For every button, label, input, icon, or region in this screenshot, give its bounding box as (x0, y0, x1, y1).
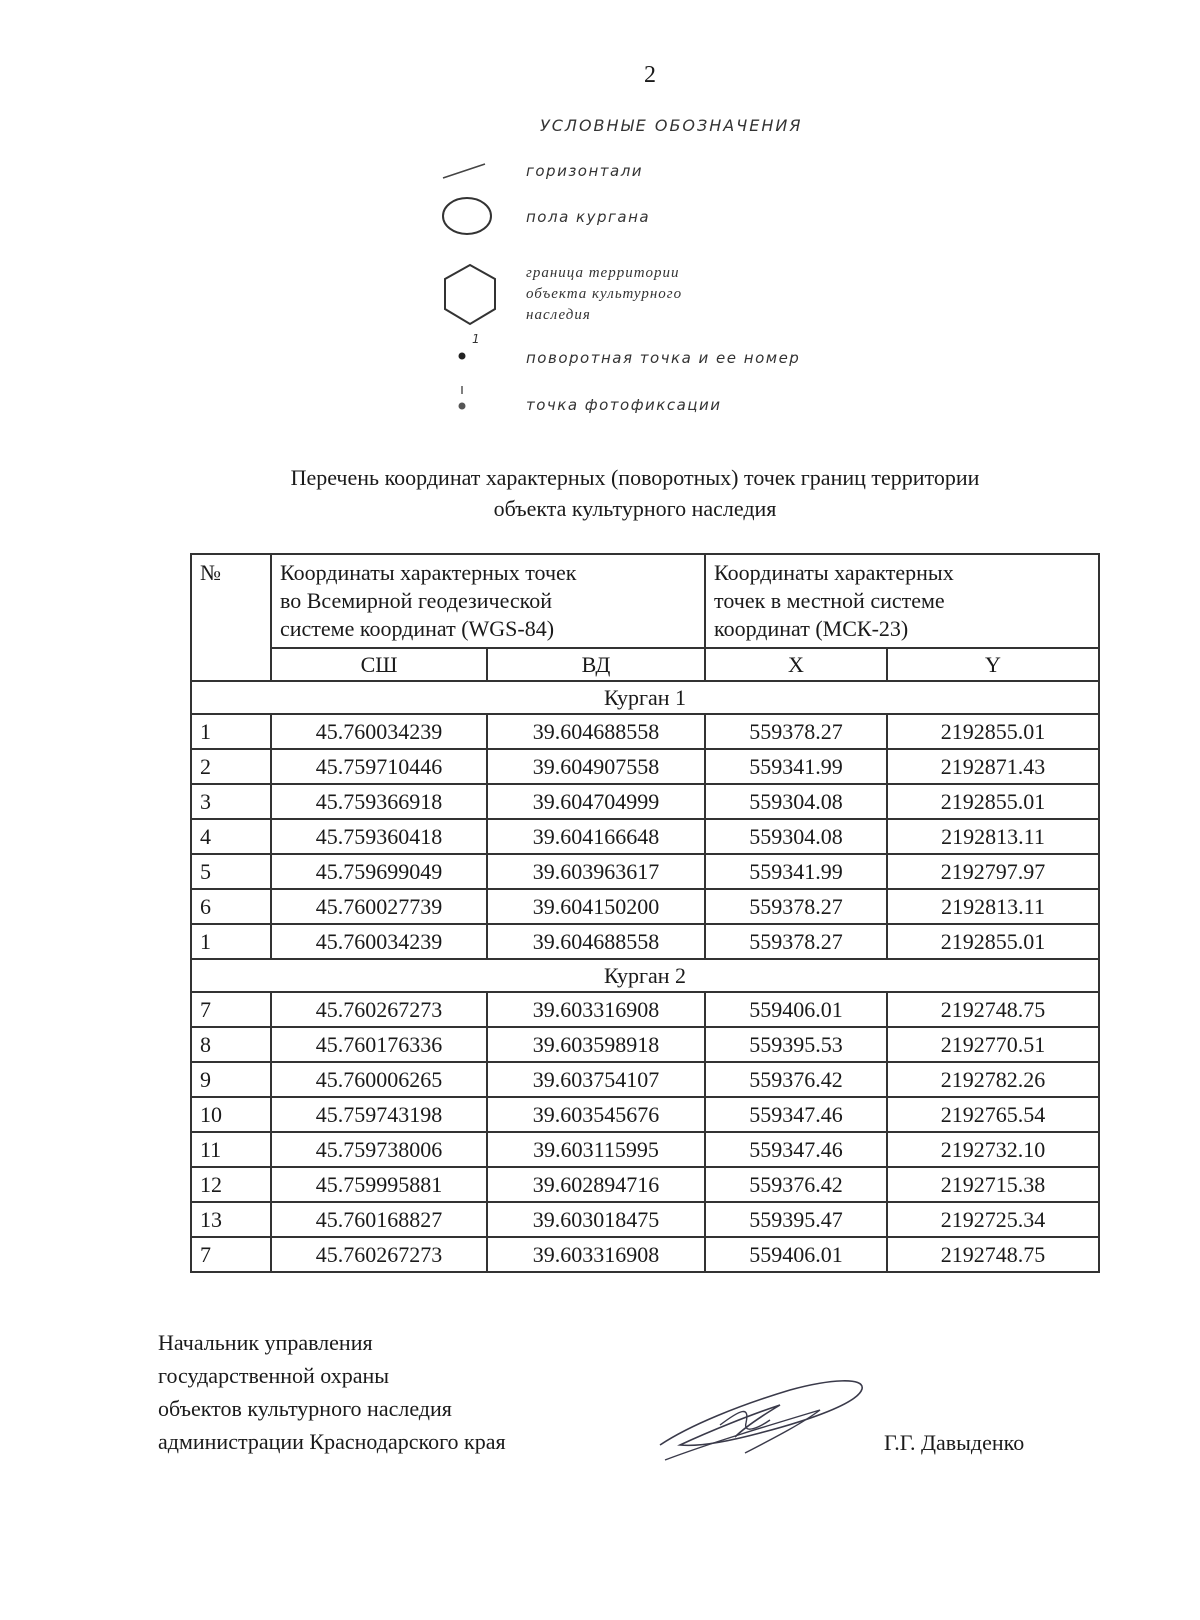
legend-label-photo-point: точка фотофиксации (526, 396, 722, 414)
longitude-cell: 39.604688558 (487, 924, 705, 959)
point-number: 9 (191, 1062, 271, 1097)
signature-title-line: администрации Краснодарского края (158, 1429, 506, 1454)
legend-label-turning-point: поворотная точка и ее номер (526, 349, 801, 367)
point-number: 13 (191, 1202, 271, 1237)
signer-name: Г.Г. Давыденко (884, 1430, 1025, 1455)
x-cell: 559378.27 (705, 889, 887, 924)
subheader-latitude: СШ (271, 648, 487, 681)
longitude-cell: 39.603316908 (487, 1237, 705, 1272)
point-number: 12 (191, 1167, 271, 1202)
point-number: 5 (191, 854, 271, 889)
longitude-cell: 39.604166648 (487, 819, 705, 854)
point-number: 1 (191, 924, 271, 959)
table-subheader-row (191, 648, 1099, 681)
x-cell: 559347.46 (705, 1097, 887, 1132)
y-cell: 2192725.34 (887, 1202, 1099, 1237)
y-cell: 2192732.10 (887, 1132, 1099, 1167)
point-number: 10 (191, 1097, 271, 1132)
x-cell: 559406.01 (705, 992, 887, 1027)
header-msk23-line: Координаты характерных (714, 560, 954, 585)
table-row (191, 992, 1099, 1027)
subheader-longitude: ВД (487, 648, 705, 681)
x-cell: 559341.99 (705, 749, 887, 784)
point-number: 4 (191, 819, 271, 854)
table-row (191, 1062, 1099, 1097)
table-row (191, 889, 1099, 924)
longitude-cell: 39.603963617 (487, 854, 705, 889)
subheader-y: Y (887, 648, 1099, 681)
table-row (191, 784, 1099, 819)
table-row (191, 924, 1099, 959)
table-caption (170, 462, 1100, 524)
x-cell: 559378.27 (705, 924, 887, 959)
group-row (191, 959, 1099, 992)
x-cell: 559341.99 (705, 854, 887, 889)
point-number: 1 (191, 714, 271, 749)
header-msk23 (705, 554, 1099, 648)
y-cell: 2192797.97 (887, 854, 1099, 889)
table-row (191, 1167, 1099, 1202)
header-number: № (191, 554, 271, 681)
y-cell: 2192715.38 (887, 1167, 1099, 1202)
photo-point-icon (456, 384, 468, 414)
table-row (191, 749, 1099, 784)
x-cell: 559378.27 (705, 714, 887, 749)
point-number: 7 (191, 1237, 271, 1272)
latitude-cell: 45.760006265 (271, 1062, 487, 1097)
y-cell: 2192782.26 (887, 1062, 1099, 1097)
contour-line-icon (440, 160, 490, 182)
y-cell: 2192813.11 (887, 819, 1099, 854)
latitude-cell: 45.759699049 (271, 854, 487, 889)
longitude-cell: 39.603115995 (487, 1132, 705, 1167)
point-number: 7 (191, 992, 271, 1027)
longitude-cell: 39.604907558 (487, 749, 705, 784)
longitude-cell: 39.604688558 (487, 714, 705, 749)
x-cell: 559406.01 (705, 1237, 887, 1272)
signature-title-line: Начальник управления (158, 1330, 373, 1355)
latitude-cell: 45.759710446 (271, 749, 487, 784)
longitude-cell: 39.603316908 (487, 992, 705, 1027)
header-wgs84 (271, 554, 705, 648)
legend-label-contours: горизонтали (526, 162, 644, 180)
y-cell: 2192855.01 (887, 784, 1099, 819)
longitude-cell: 39.603754107 (487, 1062, 705, 1097)
signature-title-line: объектов культурного наследия (158, 1396, 452, 1421)
legend-title: УСЛОВНЫЕ ОБОЗНАЧЕНИЯ (540, 116, 803, 135)
page-number: 2 (644, 62, 656, 88)
y-cell: 2192748.75 (887, 1237, 1099, 1272)
x-cell: 559376.42 (705, 1167, 887, 1202)
legend-label-boundary (526, 263, 766, 326)
latitude-cell: 45.760034239 (271, 924, 487, 959)
legend (440, 112, 960, 432)
ellipse-icon (440, 194, 494, 238)
signature-title-line: государственной охраны (158, 1363, 390, 1388)
point-number: 8 (191, 1027, 271, 1062)
table-row (191, 1202, 1099, 1237)
latitude-cell: 45.759995881 (271, 1167, 487, 1202)
y-cell: 2192765.54 (887, 1097, 1099, 1132)
table-row (191, 819, 1099, 854)
table-row (191, 1237, 1099, 1272)
header-msk23-line: координат (МСК-23) (714, 616, 909, 641)
latitude-cell: 45.759360418 (271, 819, 487, 854)
subheader-x: X (705, 648, 887, 681)
latitude-cell: 45.760267273 (271, 1237, 487, 1272)
longitude-cell: 39.602894716 (487, 1167, 705, 1202)
header-wgs84-line: системе координат (WGS-84) (280, 616, 555, 641)
point-number: 2 (191, 749, 271, 784)
group-title: Курган 1 (191, 681, 1099, 714)
point-number: 3 (191, 784, 271, 819)
table-row (191, 1132, 1099, 1167)
hexagon-icon (440, 262, 500, 328)
signature-title (158, 1326, 506, 1458)
latitude-cell: 45.760034239 (271, 714, 487, 749)
longitude-cell: 39.603545676 (487, 1097, 705, 1132)
longitude-cell: 39.603598918 (487, 1027, 705, 1062)
legend-label-boundary-line-1: граница территории (526, 265, 680, 281)
y-cell: 2192813.11 (887, 889, 1099, 924)
x-cell: 559347.46 (705, 1132, 887, 1167)
point-number: 6 (191, 889, 271, 924)
x-cell: 559304.08 (705, 784, 887, 819)
latitude-cell: 45.759366918 (271, 784, 487, 819)
y-cell: 2192748.75 (887, 992, 1099, 1027)
table-caption-line-1: Перечень координат характерных (поворотных) точек границ территории (290, 465, 980, 490)
legend-label-boundary-line-3: наследия (526, 307, 591, 323)
x-cell: 559376.42 (705, 1062, 887, 1097)
longitude-cell: 39.603018475 (487, 1202, 705, 1237)
table-header-row (191, 554, 1099, 648)
point-number: 11 (191, 1132, 271, 1167)
longitude-cell: 39.604704999 (487, 784, 705, 819)
table-row (191, 1027, 1099, 1062)
latitude-cell: 45.760176336 (271, 1027, 487, 1062)
x-cell: 559304.08 (705, 819, 887, 854)
y-cell: 2192855.01 (887, 924, 1099, 959)
table-row (191, 1097, 1099, 1132)
table-row (191, 714, 1099, 749)
legend-label-boundary-line-2: объекта культурного (526, 286, 683, 302)
legend-label-mound: пола кургана (526, 208, 651, 226)
latitude-cell: 45.760027739 (271, 889, 487, 924)
group-row (191, 681, 1099, 714)
x-cell: 559395.53 (705, 1027, 887, 1062)
y-cell: 2192770.51 (887, 1027, 1099, 1062)
header-wgs84-line: во Всемирной геодезической (280, 588, 552, 613)
turning-point-number: 1 (472, 332, 480, 346)
x-cell: 559395.47 (705, 1202, 887, 1237)
header-msk23-line: точек в местной системе (714, 588, 945, 613)
y-cell: 2192871.43 (887, 749, 1099, 784)
latitude-cell: 45.760267273 (271, 992, 487, 1027)
group-title: Курган 2 (191, 959, 1099, 992)
table-caption-line-2: объекта культурного наследия (493, 496, 777, 521)
latitude-cell: 45.759743198 (271, 1097, 487, 1132)
handwritten-signature (650, 1365, 880, 1475)
header-wgs84-line: Координаты характерных точек (280, 560, 577, 585)
turning-point-icon (456, 350, 468, 362)
coordinates-table (190, 553, 1100, 1273)
latitude-cell: 45.759738006 (271, 1132, 487, 1167)
table-row (191, 854, 1099, 889)
latitude-cell: 45.760168827 (271, 1202, 487, 1237)
longitude-cell: 39.604150200 (487, 889, 705, 924)
y-cell: 2192855.01 (887, 714, 1099, 749)
